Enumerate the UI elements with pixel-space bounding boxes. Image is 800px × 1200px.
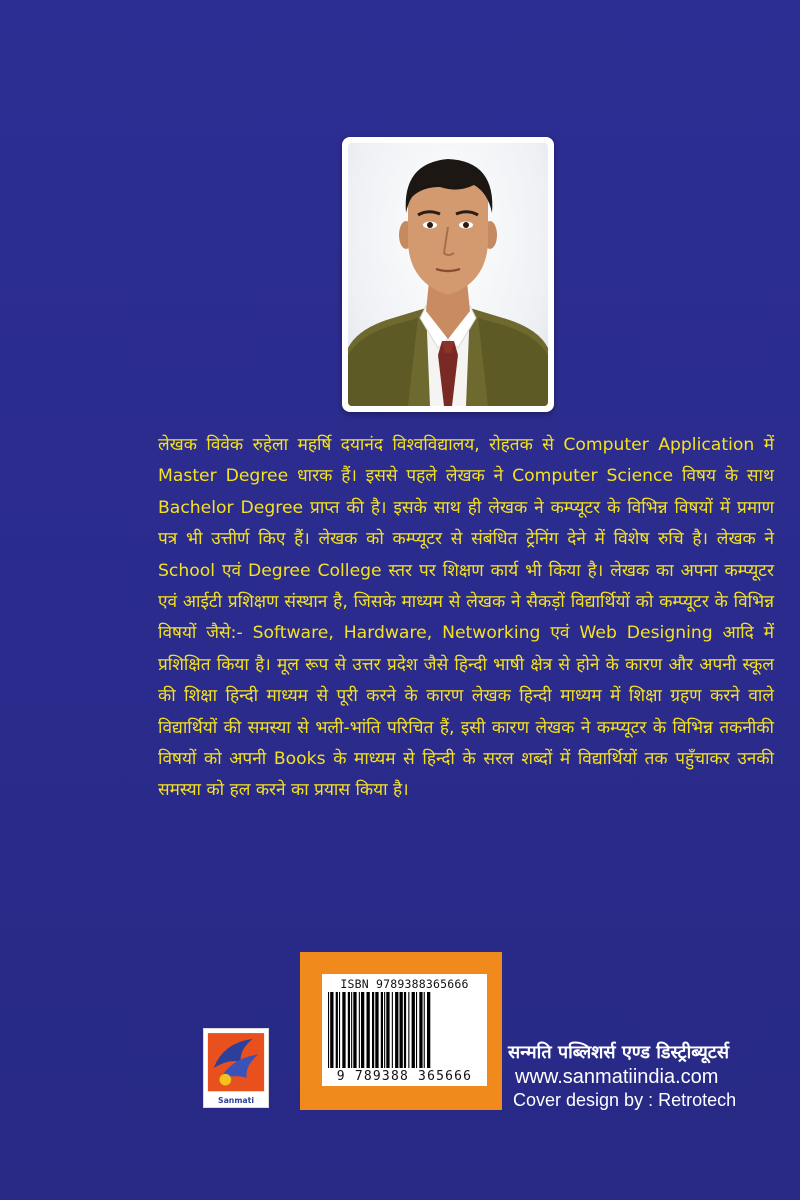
author-photo xyxy=(348,143,548,406)
publisher-name: सन्मति पब्लिशर्स एण्ड डिस्ट्रीब्यूटर्स xyxy=(508,1042,729,1063)
barcode-bar xyxy=(359,992,360,1068)
barcode-bar xyxy=(381,992,383,1068)
barcode-bar xyxy=(384,992,385,1068)
barcode-bar xyxy=(404,992,406,1068)
cover-design-credit: Cover design by : Retrotech xyxy=(513,1090,737,1110)
barcode-bar xyxy=(367,992,370,1068)
barcode-bar xyxy=(351,992,352,1068)
barcode-bar xyxy=(328,992,329,1068)
barcode xyxy=(322,974,487,1086)
barcode-bar xyxy=(375,992,378,1068)
barcode-bar xyxy=(386,992,389,1068)
barcode-bar xyxy=(342,992,345,1068)
barcode-bar xyxy=(408,992,409,1068)
author-bio: लेखक विवेक रुहेला महर्षि दयानंद विश्वविद्यालय, रोहतक से Computer Application में Master Degree धारक हैं। इससे पहले लेखक ने Computer Science विषय के साथ Bachelor Degree प्राप्त की है। इसके साथ ही लेखक ने कम्प्यूटर के विभिन्न विषयों में प्रमाण पत्र भी उत्तीर्ण किए हैं। लेखक को कम्प्यूटर से संबंधित ट्रेनिंग देने में विशेष रुचि है। लेखक ने School एवं Degree College स्तर पर शिक्षण कार्य भी किया है। लेखक का अपना कम्प्यूटर एवं आईटी प्रशिक्षण संस्थान है, जिसके माध्यम से लेखक ने सैकड़ों विद्यार्थियों को कम्प्यूटर के विभिन्न विषयों जैसे:- Software, Hardware, Networking एवं Web Designing आदि में प्रशिक्षित किया है। मूल रूप से उत्तर प्रदेश जैसे हिन्दी भाषी क्षेत्र से होने के कारण और अपनी स्कूल की शिक्षा हिन्दी माध्यम से पूरी करने के कारण लेखक हिन्दी माध्यम में शिक्षा ग्रहण करने वाले विद्यार्थियों की समस्या से भली-भांति परिचित हैं, इसी कारण लेखक ने कम्प्यूटर के विभिन्न तकनीकी विषयों को अपनी Books के माध्यम से हिन्दी के सरल शब्दों में विद्यार्थियों तक पहुँचाकर उनकी समस्या को हल करने का प्रयास किया है। xyxy=(158,435,774,801)
logo-text: Sanmati xyxy=(218,1095,254,1105)
barcode-bar xyxy=(372,992,374,1068)
barcode-panel xyxy=(300,952,502,1110)
publisher-logo-icon xyxy=(204,1029,268,1107)
barcode-bar xyxy=(424,992,425,1068)
isbn-label: ISBN 9789388365666 xyxy=(340,977,469,991)
barcode-bars xyxy=(326,992,483,1068)
barcode-bar xyxy=(392,992,393,1068)
barcode-bar xyxy=(400,992,403,1068)
barcode-bar xyxy=(353,992,356,1068)
author-photo-frame xyxy=(342,137,554,412)
publisher-website[interactable]: www.sanmatiindia.com xyxy=(515,1066,719,1088)
barcode-bar xyxy=(395,992,398,1068)
barcode-bar xyxy=(427,992,430,1068)
barcode-bar xyxy=(416,992,417,1068)
barcode-bar xyxy=(336,992,338,1068)
barcode-bar xyxy=(419,992,422,1068)
barcode-bar xyxy=(348,992,350,1068)
barcode-bar xyxy=(330,992,333,1068)
publisher-logo xyxy=(203,1028,269,1108)
barcode-bar xyxy=(361,992,364,1068)
barcode-bar xyxy=(339,992,340,1068)
barcode-digits: 9 789388 365666 xyxy=(336,1069,473,1084)
author-portrait-illustration xyxy=(348,143,548,406)
barcode-bar xyxy=(412,992,415,1068)
